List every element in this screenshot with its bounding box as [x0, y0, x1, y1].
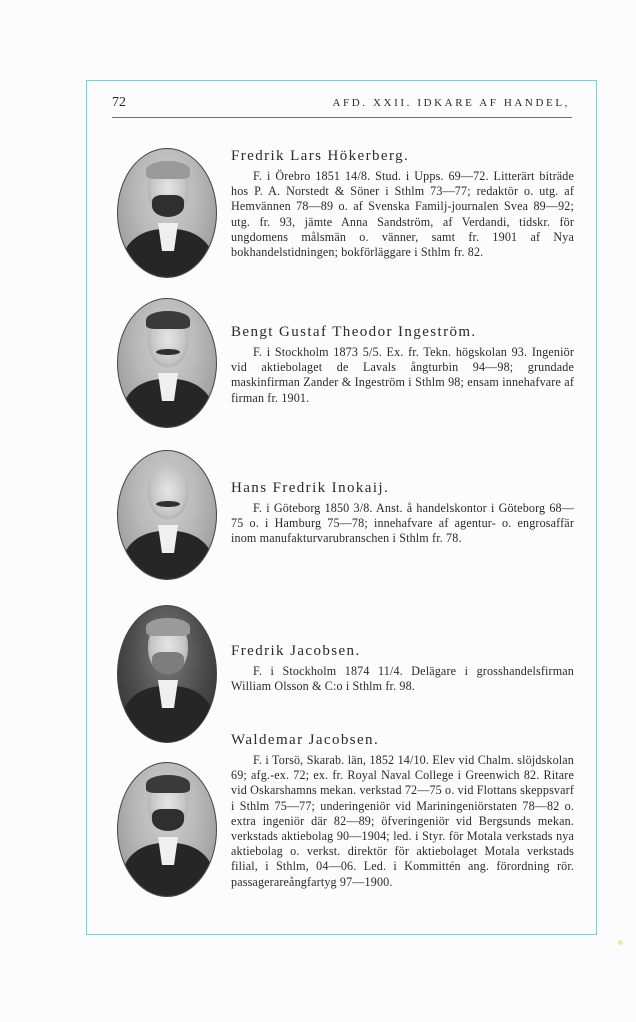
entry-name: Bengt Gustaf Theodor Ingeström.	[231, 324, 477, 340]
portrait-grey-bearded-man-icon	[117, 605, 217, 743]
page-header	[112, 95, 572, 118]
portrait-bearded-man-glasses-icon	[117, 762, 217, 897]
entry-name: Fredrik Lars Hökerberg.	[231, 148, 410, 164]
entry-name: Hans Fredrik Inokaij.	[231, 480, 390, 496]
entry-bio: F. i Torsö, Skarab. län, 1852 14/10. Elev vid Chalm. slöjdskolan 69; afg.-ex. 72; ex. fr. Royal Naval College i Greenwich 82. Ritare vid Oskarshamns mekan. verkstad 72—75 o. vid Flottans skeppsvarf i Sthlm 75—77; underingeniör vid Mariningeniörstaten 78—82 o. extra ingeniör där 82—89; öfveringeniör vid Bergsunds mekan. verkstads aktiebolag 90—1904; led. i Styr. för Motala verkstads nya aktiebolag o. verkst. direktör för aktiebolaget Motala verkstads filial, i Sthlm, 04—06. Led. i Kommittén ang. förordning rör. passagerareångfartyg 97—1900.	[231, 753, 574, 889]
entry-name: Fredrik Jacobsen.	[231, 643, 361, 659]
entry-bio: F. i Stockholm 1873 5/5. Ex. fr. Tekn. högskolan 93. Ingeniör vid aktiebolaget de Lavals ångturbin 94—98; grundade maskinfirman Zander & Ingeström i Sthlm 98; ensam innehafvare af firman fr. 1901.	[231, 345, 574, 405]
entry-bio: F. i Stockholm 1874 11/4. Delägare i grosshandelsfirman William Olsson & C:o i Sthlm fr. 98.	[231, 664, 574, 694]
running-head: AFD. XXII. IDKARE AF HANDEL,	[332, 97, 570, 109]
entry-bio: F. i Göteborg 1850 3/8. Anst. å handelskontor i Göteborg 68—75 o. i Hamburg 75—78; innehafvare af agentur- o. engrosaffär inom manufakturvarubranschen i Sthlm fr. 78.	[231, 501, 574, 546]
portrait-balding-man-icon	[117, 450, 217, 580]
paper-spot	[618, 940, 623, 945]
portrait-bearded-man-icon	[117, 148, 217, 278]
page-number: 72	[112, 95, 126, 110]
entry-bio: F. i Örebro 1851 14/8. Stud. i Upps. 69—72. Litterärt biträde hos P. A. Norstedt & Söner i Sthlm 73—77; redaktör o. utg. af Hemvännen 78—89 o. af Svenska Familj-journalen Svea 89—92; utg. fr. 93, jämte Anna Sandström, af Verdandi, tidskr. för ungdomens målsmän o. vänner, samt fr. 1901 af Nya bokhandelstidningen; bokförläggare i Sthlm fr. 82.	[231, 169, 574, 260]
portrait-moustached-man-icon	[117, 298, 217, 428]
entry-name: Waldemar Jacobsen.	[231, 732, 380, 748]
